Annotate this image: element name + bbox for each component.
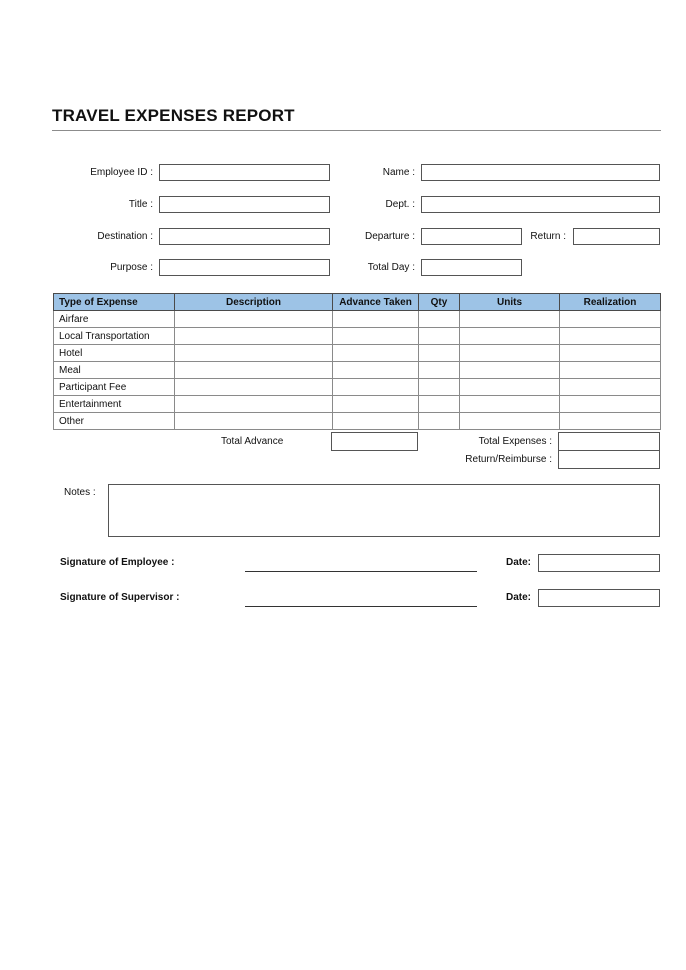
- report-title: TRAVEL EXPENSES REPORT: [52, 106, 295, 125]
- advance-taken-cell[interactable]: [333, 328, 419, 345]
- expense-table: [53, 293, 661, 430]
- description-cell[interactable]: [175, 311, 333, 328]
- employee-date-label: Date:: [506, 557, 532, 568]
- header-description: Description: [175, 294, 333, 311]
- units-cell[interactable]: [460, 379, 560, 396]
- signature-supervisor-line[interactable]: [245, 606, 477, 607]
- return-field[interactable]: [573, 228, 660, 245]
- description-cell[interactable]: [175, 379, 333, 396]
- row-expense-type: Local Transportation: [54, 328, 175, 345]
- header-realization: Realization: [560, 294, 661, 311]
- advance-taken-cell[interactable]: [333, 345, 419, 362]
- signature-employee-line[interactable]: [245, 571, 477, 572]
- units-cell[interactable]: [460, 362, 560, 379]
- advance-taken-cell[interactable]: [333, 311, 419, 328]
- supervisor-date-field[interactable]: [538, 589, 660, 607]
- description-cell[interactable]: [175, 396, 333, 413]
- purpose-field[interactable]: [159, 259, 330, 276]
- qty-cell[interactable]: [419, 345, 460, 362]
- units-cell[interactable]: [460, 345, 560, 362]
- name-label: Name :: [382, 167, 415, 178]
- employee-date-field[interactable]: [538, 554, 660, 572]
- description-cell[interactable]: [175, 362, 333, 379]
- realization-cell[interactable]: [560, 311, 661, 328]
- total-day-label: Total Day :: [367, 262, 415, 273]
- dept-label: Dept. :: [385, 199, 415, 210]
- header-type-of-expense: Type of Expense: [54, 294, 175, 311]
- realization-cell[interactable]: [560, 362, 661, 379]
- advance-taken-cell[interactable]: [333, 379, 419, 396]
- title-divider: [52, 130, 661, 131]
- realization-cell[interactable]: [560, 345, 661, 362]
- row-expense-type: Meal: [54, 362, 175, 379]
- table-row: [54, 345, 661, 362]
- purpose-label: Purpose :: [110, 262, 153, 273]
- title-field[interactable]: [159, 196, 330, 213]
- total-expenses-box[interactable]: [558, 432, 660, 451]
- row-expense-type: Hotel: [54, 345, 175, 362]
- total-day-field[interactable]: [421, 259, 522, 276]
- description-cell[interactable]: [175, 328, 333, 345]
- advance-taken-cell[interactable]: [333, 413, 419, 430]
- row-expense-type: Other: [54, 413, 175, 430]
- total-advance-label: Total Advance: [221, 436, 284, 447]
- advance-taken-cell[interactable]: [333, 362, 419, 379]
- header-units: Units: [460, 294, 560, 311]
- qty-cell[interactable]: [419, 379, 460, 396]
- row-expense-type: Entertainment: [54, 396, 175, 413]
- total-expenses-label: Total Expenses :: [478, 436, 552, 447]
- units-cell[interactable]: [460, 311, 560, 328]
- return-label: Return :: [530, 231, 566, 242]
- signature-employee-label: Signature of Employee :: [60, 557, 175, 568]
- table-row: [54, 328, 661, 345]
- title-label: Title :: [128, 199, 153, 210]
- table-header-row: [54, 294, 661, 311]
- table-row: [54, 413, 661, 430]
- units-cell[interactable]: [460, 396, 560, 413]
- total-advance-box[interactable]: [331, 432, 418, 451]
- description-cell[interactable]: [175, 345, 333, 362]
- table-row: [54, 396, 661, 413]
- row-expense-type: Airfare: [54, 311, 175, 328]
- name-field[interactable]: [421, 164, 660, 181]
- signature-supervisor-label: Signature of Supervisor :: [60, 592, 180, 603]
- realization-cell[interactable]: [560, 328, 661, 345]
- return-reimburse-label: Return/Reimburse :: [465, 454, 552, 465]
- notes-field[interactable]: [108, 484, 660, 537]
- qty-cell[interactable]: [419, 413, 460, 430]
- row-expense-type: Participant Fee: [54, 379, 175, 396]
- realization-cell[interactable]: [560, 379, 661, 396]
- table-row: [54, 311, 661, 328]
- table-row: [54, 379, 661, 396]
- departure-field[interactable]: [421, 228, 522, 245]
- qty-cell[interactable]: [419, 362, 460, 379]
- employee-id-label: Employee ID :: [90, 167, 153, 178]
- header-qty: Qty: [419, 294, 460, 311]
- qty-cell[interactable]: [419, 396, 460, 413]
- advance-taken-cell[interactable]: [333, 396, 419, 413]
- description-cell[interactable]: [175, 413, 333, 430]
- destination-field[interactable]: [159, 228, 330, 245]
- notes-label: Notes :: [64, 487, 96, 498]
- units-cell[interactable]: [460, 413, 560, 430]
- departure-label: Departure :: [364, 231, 415, 242]
- realization-cell[interactable]: [560, 396, 661, 413]
- realization-cell[interactable]: [560, 413, 661, 430]
- table-row: [54, 362, 661, 379]
- employee-id-field[interactable]: [159, 164, 330, 181]
- qty-cell[interactable]: [419, 311, 460, 328]
- units-cell[interactable]: [460, 328, 560, 345]
- destination-label: Destination :: [97, 231, 153, 242]
- supervisor-date-label: Date:: [506, 592, 532, 603]
- header-advance-taken: Advance Taken: [333, 294, 419, 311]
- dept-field[interactable]: [421, 196, 660, 213]
- qty-cell[interactable]: [419, 328, 460, 345]
- return-reimburse-box[interactable]: [558, 450, 660, 469]
